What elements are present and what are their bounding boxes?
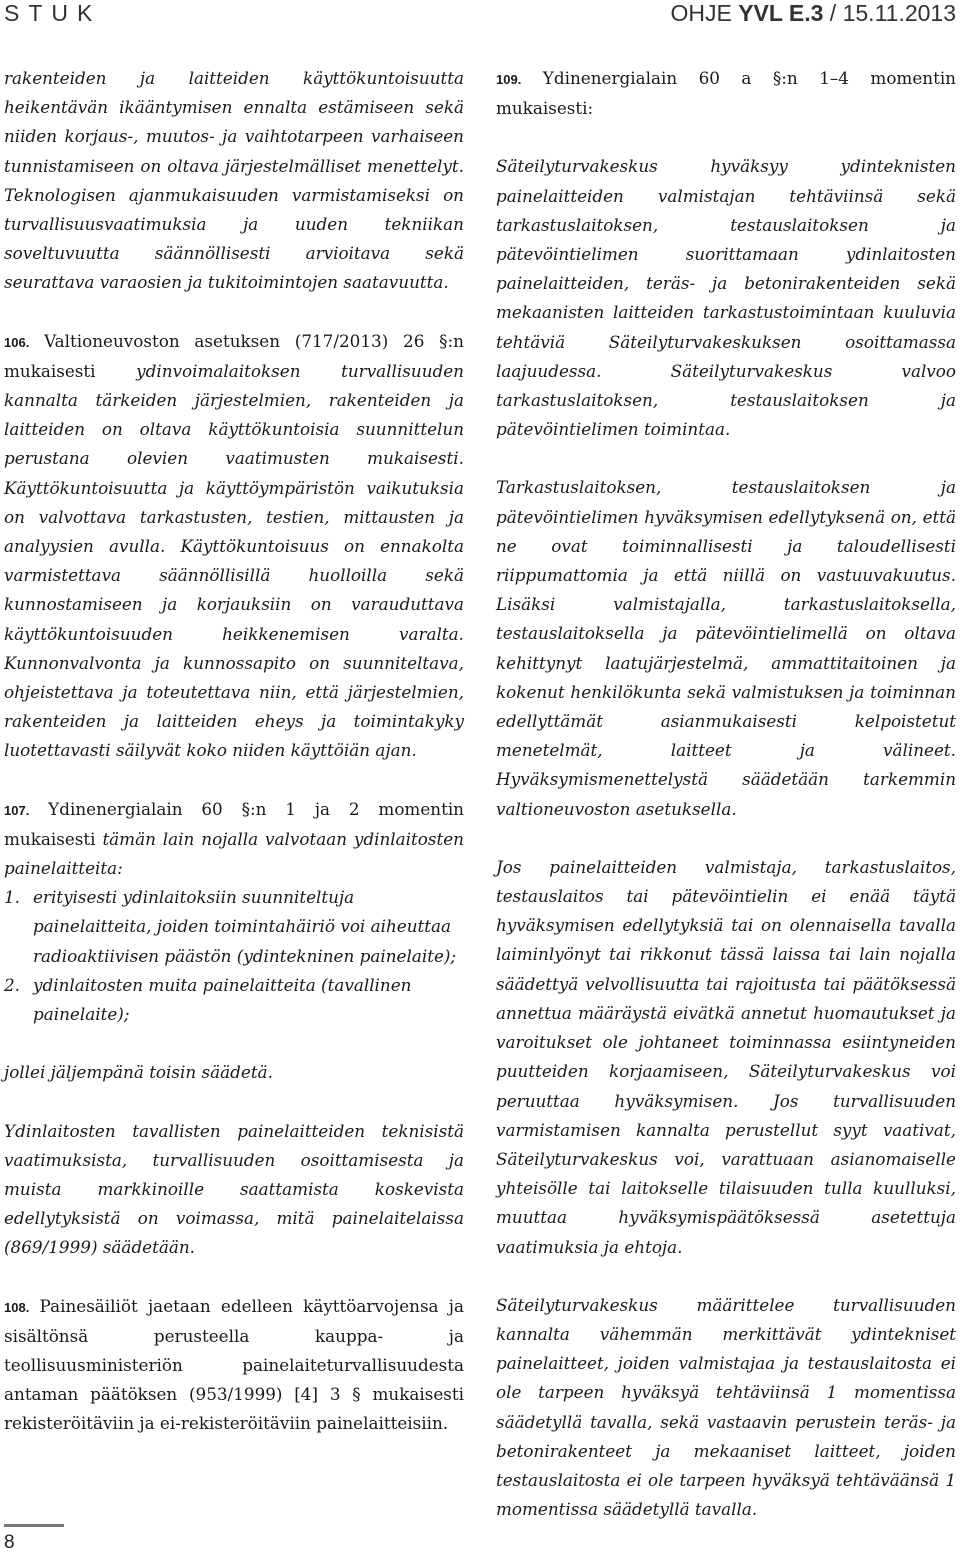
- paragraph-text: Ydinenergialain 60 §:n 1 ja 2 momentin mukaisesti: [4, 798, 464, 849]
- paragraph-pressure-equipment: Ydinlaitosten tavallisten painelaitteiden teknisistä vaatimuksista, turvallisuuden osoittamisesta ja muista markkinoille saattamista koskevista edellytyksistä on voimassa, mitä painelaitelaissa (869/1999) säädetään.: [4, 1120, 464, 1258]
- paragraph-108: [4, 1292, 464, 1439]
- list-item-text: ydinlaitosten muita painelaitteita (tavallinen painelaite);: [33, 974, 412, 1025]
- paragraph-number: 109.: [496, 72, 522, 87]
- paragraph-quote: tämän lain nojalla valvotaan ydinlaitosten painelaitteita:: [4, 828, 464, 879]
- org-name: STUK: [4, 0, 102, 26]
- guide-reference: [670, 0, 956, 27]
- list-marker: 1.: [4, 887, 21, 908]
- guide-code: YVL E.3: [738, 0, 824, 26]
- right-column: [496, 64, 956, 1553]
- paragraph-number: 106.: [4, 334, 30, 350]
- list-item: [4, 971, 464, 1029]
- paragraph-number: 107.: [4, 802, 30, 818]
- paragraph-quote-4: Säteilyturvakeskus määrittelee turvallisuuden kannalta vähemmän merkittävät ydintekniset painelaitteet, joiden valmistajaa ja testauslaitosta ei ole tarpeen hyväksyä tehtäviinsä 1 momentissa säädetyllä tavalla, sekä vastaavin perustein teräs- ja betonirakenteet ja mekaaniset laitteet, joiden testauslaitosta ei ole tarpeen hyväksyä tehtäväänsä 1 momentissa säädetyllä tavalla.: [496, 1294, 956, 1520]
- paragraph-109: [496, 64, 956, 123]
- page-number: 8: [4, 1532, 15, 1553]
- list-item-text: erityisesti ydinlaitoksiin suunniteltuja painelaitteita, joiden toimintahäiriö voi aiheuttaa radioaktiivisen päästön (ydintekninen painelaite);: [33, 887, 457, 966]
- paragraph-107-tail: jollei jäljempänä toisin säädetä.: [4, 1062, 273, 1083]
- paragraph-107: [4, 795, 464, 884]
- guide-date: / 15.11.2013: [823, 0, 956, 26]
- guide-prefix: OHJE: [670, 0, 739, 26]
- paragraph-text: Ydinenergialain 60 a §:n 1–4 momentin mukaisesti:: [496, 68, 956, 119]
- left-column: [4, 64, 464, 1468]
- paragraph-text: Valtioneuvoston asetuksen (717/2013) 26 §:n mukaisesti: [4, 330, 464, 381]
- footer-rule: [4, 1524, 64, 1527]
- list-marker: 2.: [4, 974, 21, 995]
- paragraph-continuation: rakenteiden ja laitteiden käyttökuntoisuutta heikentävän ikääntymisen ennalta estämiseen sekä niiden korjaus-, muutos- ja vaihtotarpeen varhaiseen tunnistamiseen on oltava järjestelmälliset menettelyt. Teknologisen ajanmukaisuuden varmistamiseksi on turvallisuusvaatimuksia ja uuden tekniikan soveltuvuutta säännöllisesti arvioitava sekä seurattava varaosien ja tukitoimintojen saatavuutta.: [4, 68, 464, 293]
- paragraph-number: 108.: [4, 1299, 30, 1315]
- page-header: [0, 0, 960, 26]
- paragraph-text: Painesäiliöt jaetaan edelleen käyttöarvojensa ja sisältönsä perusteella kauppa- ja teollisuusministeriön painelaiteturvallisuudesta antaman päätöksen (953/1999) [4] 3 § mukaisesti rekisteröitäviin ja ei-rekisteröitäviin painelaitteisiin.: [4, 1295, 464, 1434]
- paragraph-106: [4, 327, 464, 766]
- paragraph-107-list: [4, 883, 464, 1029]
- paragraph-quote-2: Tarkastuslaitoksen, testauslaitoksen ja pätevöintielimen hyväksymisen edellytyksenä on, että ne ovat toiminnallisesti ja taloudellisesti riippumattomia ja että niillä on vastuuvakuutus. Lisäksi valmistajalla, tarkastuslaitoksella, testauslaitoksella ja pätevöintielimellä on oltava kehittynyt laatujärjestelmä, ammattitaitoinen ja kokenut henkilökunta sekä valmistuksen ja toiminnan edellyttämät asianmukaisesti kelpoistetut menetelmät, laitteet ja välineet. Hyväksymismenettelystä säädetään tarkemmin valtioneuvoston asetuksella.: [496, 477, 956, 819]
- paragraph-quote: ydinvoimalaitoksen turvallisuuden kannalta tärkeiden järjestelmien, rakenteiden ja laitteiden on oltava käyttökuntoisia suunnittelun perustana olevien vaatimusten mukaisesti. Käyttökuntoisuutta ja käyttöympäristön vaikutuksia on valvottava tarkastusten, testien, mittausten ja analyysien avulla. Käyttökuntoisuus on ennakolta varmistettava säännöllisillä huolloilla sekä kunnostamiseen ja korjauksiin on varauduttava käyttökuntoisuuden heikkenemisen varalta. Kunnonvalvonta ja kunnossapito on suunniteltava, ohjeistettava ja toteutettava niin, että järjestelmien, rakenteiden ja laitteiden eheys ja toimintakyky luotettavasti säilyvät koko niiden käyttöiän ajan.: [4, 360, 464, 761]
- paragraph-quote-1: Säteilyturvakeskus hyväksyy ydinteknisten painelaitteiden valmistajan tehtäviinsä sekä tarkastuslaitoksen, testauslaitoksen ja pätevöintielimen suorittamaan ydinlaitosten painelaitteiden, teräs- ja betonirakenteiden sekä mekaanisten laitteiden tarkastustoimintaan kuuluvia tehtäviä Säteilyturvakeskuksen osoittamassa laajuudessa. Säteilyturvakeskus valvoo tarkastuslaitoksen, testauslaitoksen ja pätevöintielimen toimintaa.: [496, 156, 956, 440]
- paragraph-quote-3: Jos painelaitteiden valmistaja, tarkastuslaitos, testauslaitos tai pätevöintielin ei enää täytä hyväksymisen edellytyksiä tai on olennaisella tavalla laiminlyönyt tai rikkonut tässä laissa tai lain nojalla säädettyä velvollisuutta tai rajoitusta tai päätöksessä annettua määräystä eivätkä annetut huomautukset ja varoitukset ole johtaneet toiminnassa esiintyneiden puutteiden korjaamiseen, Säteilyturvakeskus voi peruuttaa hyväksymisen. Jos turvallisuuden varmistamisen kannalta perustellut syyt vaativat, Säteilyturvakeskus voi, varattuaan asianomaiselle yhteisölle tai laitokselle tilaisuuden tulla kuulluksi, muuttaa hyväksymispäätöksessä asetettuja vaatimuksia ja ehtoja.: [496, 856, 956, 1257]
- list-item: [4, 883, 464, 971]
